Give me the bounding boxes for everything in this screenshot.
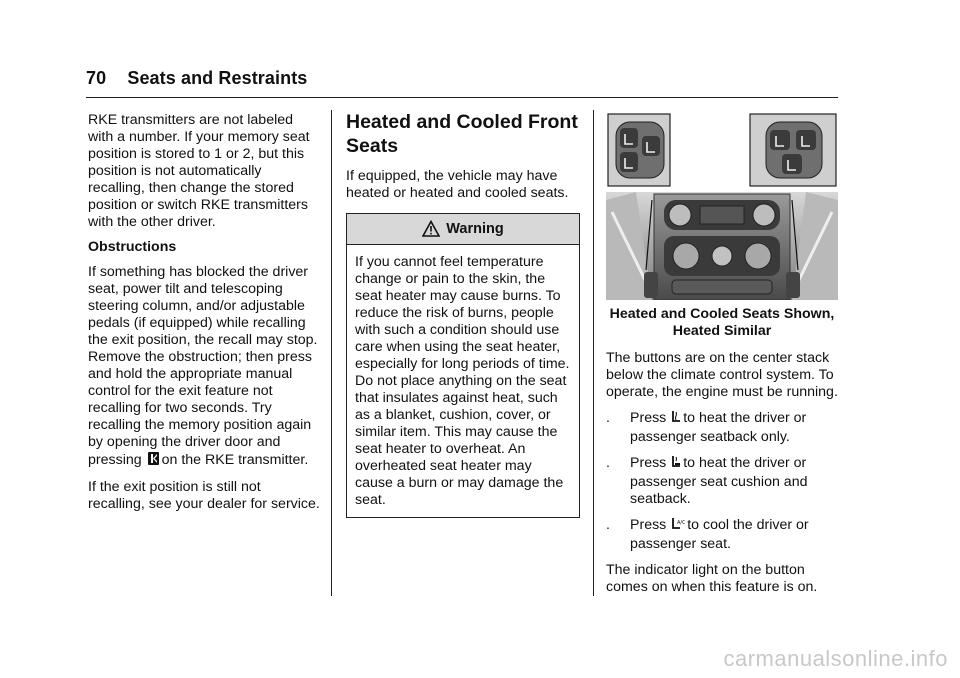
buttons-paragraph: The buttons are on the center stack below the climate control system. To operate, the engine must be running. [606,350,838,400]
seat-cushion-heat-icon [671,455,681,474]
column-2 [346,110,580,518]
center-stack-photo [606,112,838,300]
warning-text: If you cannot feel temperature change or pain to the skin, the seat heater may cause burns. To reduce the risk of burns, people with such a condition should use care when using the seat heater, especially for long periods of time. Do not place anything on the seat that insulates against heat, such as a blanket, cushion, cover, or similar item. This may cause the seat heater to overheat. An overheated seat heater may cause a burn or may damage the seat. [355,254,570,508]
warning-title: Warning [446,220,504,237]
indicator-paragraph: The indicator light on the button comes on when this feature is on. [606,562,818,595]
photo-caption: Heated and Cooled Seats Shown, Heated Similar [609,306,835,339]
list-item: . Press to heat the driver or passenger seat cushion and seatback. [606,455,808,507]
column-1 [88,112,320,521]
section-heading: Heated and Cooled Front Seats [346,111,578,157]
watermark: carmanualsonline.info [723,646,948,671]
seatback-heat-icon [671,410,681,429]
warning-header [347,214,579,245]
rke-unlock-icon [147,451,160,471]
list-item: . Press A/C to cool the driver or passenger seat. [606,517,809,552]
obstructions-heading: Obstructions [88,239,177,255]
header-rule [86,97,838,98]
svg-text:A/C: A/C [677,520,686,526]
page-header [86,68,307,89]
column-divider-1 [331,110,332,596]
warning-icon [422,220,440,238]
rke-intro-paragraph: RKE transmitters are not labeled with a number. If your memory seat position is stored to 1 or 2, but this position is not automatically recalling, then change the stored position or switch RKE transmitters with the other driver. [88,112,310,230]
column-divider-2 [593,110,594,596]
obstructions-paragraph: If something has blocked the driver seat, power tilt and telescoping steering column, and/or adjustable pedals (if equipped) while recalling the exit position, the recall may stop. Remove the obstruction; then press and hold the appropriate manual control for the exit feature not recalling for two seconds. Try recalling the memory position again by opening the driver door and pressing on the RKE transmitter. [88,264,320,471]
left-seat-buttons-inset [608,114,670,186]
column-3 [606,112,838,605]
right-seat-buttons-inset [750,114,836,186]
page-number: 70 [86,68,107,88]
section-title: Seats and Restraints [127,68,308,88]
seat-cool-icon [671,517,685,536]
service-paragraph: If the exit position is still not recalling, see your dealer for service. [88,479,320,512]
list-item: . Press to heat the driver or passenger seatback only. [606,410,807,445]
warning-box [346,213,580,518]
heated-seats-intro: If equipped, the vehicle may have heated or heated and cooled seats. [346,168,569,201]
